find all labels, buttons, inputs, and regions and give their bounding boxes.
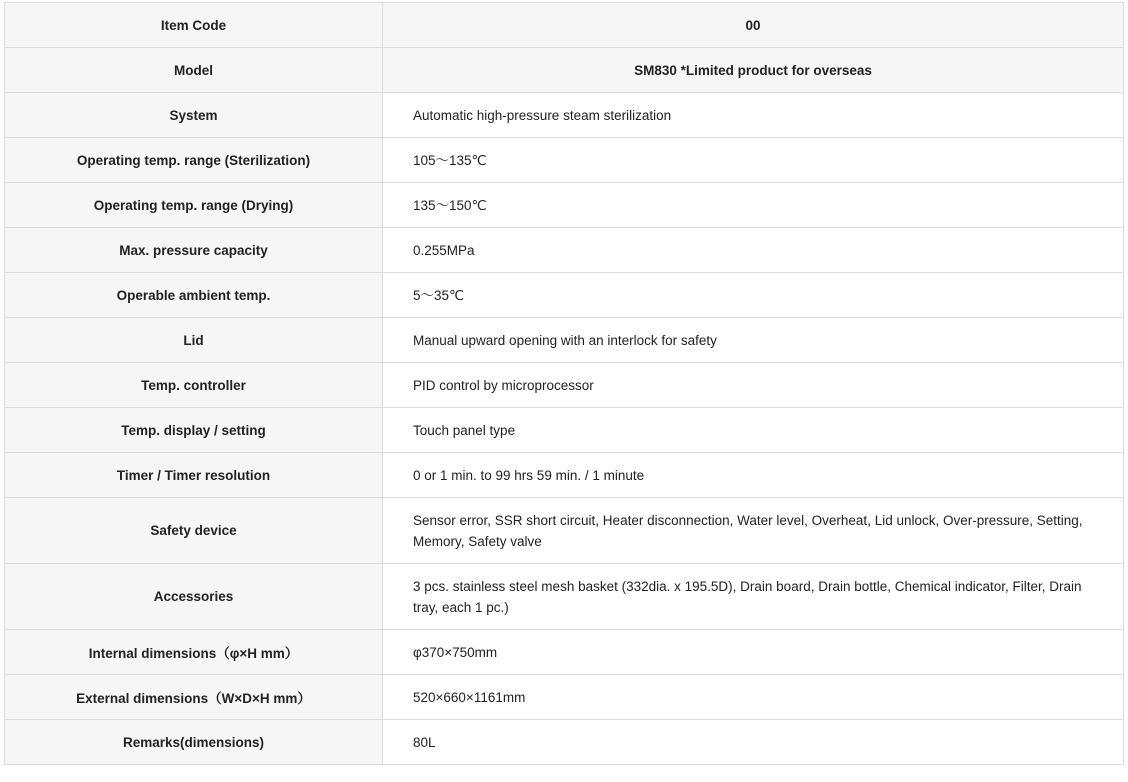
row-value: Sensor error, SSR short circuit, Heater disconnection, Water level, Overheat, Lid unlock, Over-pressure, Setting, Memory, Safety valve <box>383 498 1124 564</box>
table-row-temp-display <box>5 408 1124 453</box>
row-value: 5～35℃ <box>383 273 1124 318</box>
table-row-system <box>5 93 1124 138</box>
table-row-ambient-temp <box>5 273 1124 318</box>
row-label: Operating temp. range (Drying) <box>5 183 383 228</box>
table-row-temp-sterilization <box>5 138 1124 183</box>
row-label: Internal dimensions（φ×H mm） <box>5 630 383 675</box>
table-row-accessories <box>5 564 1124 630</box>
table-row-safety-device <box>5 498 1124 564</box>
table-row-max-pressure <box>5 228 1124 273</box>
row-label: External dimensions（W×D×H mm） <box>5 675 383 720</box>
row-value: SM830 *Limited product for overseas <box>383 48 1124 93</box>
table-row-lid <box>5 318 1124 363</box>
row-label: Model <box>5 48 383 93</box>
row-value: Touch panel type <box>383 408 1124 453</box>
row-label: Temp. display / setting <box>5 408 383 453</box>
table-row-timer <box>5 453 1124 498</box>
row-value: 3 pcs. stainless steel mesh basket (332dia. x 195.5D), Drain board, Drain bottle, Chemical indicator, Filter, Drain tray, each 1 pc.) <box>383 564 1124 630</box>
row-value: PID control by microprocessor <box>383 363 1124 408</box>
table-row-external-dimensions <box>5 675 1124 720</box>
row-label: Item Code <box>5 3 383 48</box>
row-value: 80L <box>383 720 1124 765</box>
row-value: 0.255MPa <box>383 228 1124 273</box>
row-label: Timer / Timer resolution <box>5 453 383 498</box>
row-value: Automatic high-pressure steam sterilization <box>383 93 1124 138</box>
spec-table <box>4 2 1124 765</box>
row-label: System <box>5 93 383 138</box>
table-row-temp-drying <box>5 183 1124 228</box>
row-label: Operating temp. range (Sterilization) <box>5 138 383 183</box>
row-value: 135～150℃ <box>383 183 1124 228</box>
row-label: Temp. controller <box>5 363 383 408</box>
row-label: Accessories <box>5 564 383 630</box>
row-value: 00 <box>383 3 1124 48</box>
table-row-internal-dimensions <box>5 630 1124 675</box>
row-value: Manual upward opening with an interlock for safety <box>383 318 1124 363</box>
row-label: Max. pressure capacity <box>5 228 383 273</box>
row-value: 105～135℃ <box>383 138 1124 183</box>
row-value: 520×660×1161mm <box>383 675 1124 720</box>
row-value: φ370×750mm <box>383 630 1124 675</box>
row-label: Lid <box>5 318 383 363</box>
table-row-item-code <box>5 3 1124 48</box>
table-row-temp-controller <box>5 363 1124 408</box>
table-row-model <box>5 48 1124 93</box>
row-label: Safety device <box>5 498 383 564</box>
row-label: Operable ambient temp. <box>5 273 383 318</box>
table-row-remarks <box>5 720 1124 765</box>
row-value: 0 or 1 min. to 99 hrs 59 min. / 1 minute <box>383 453 1124 498</box>
row-label: Remarks(dimensions) <box>5 720 383 765</box>
